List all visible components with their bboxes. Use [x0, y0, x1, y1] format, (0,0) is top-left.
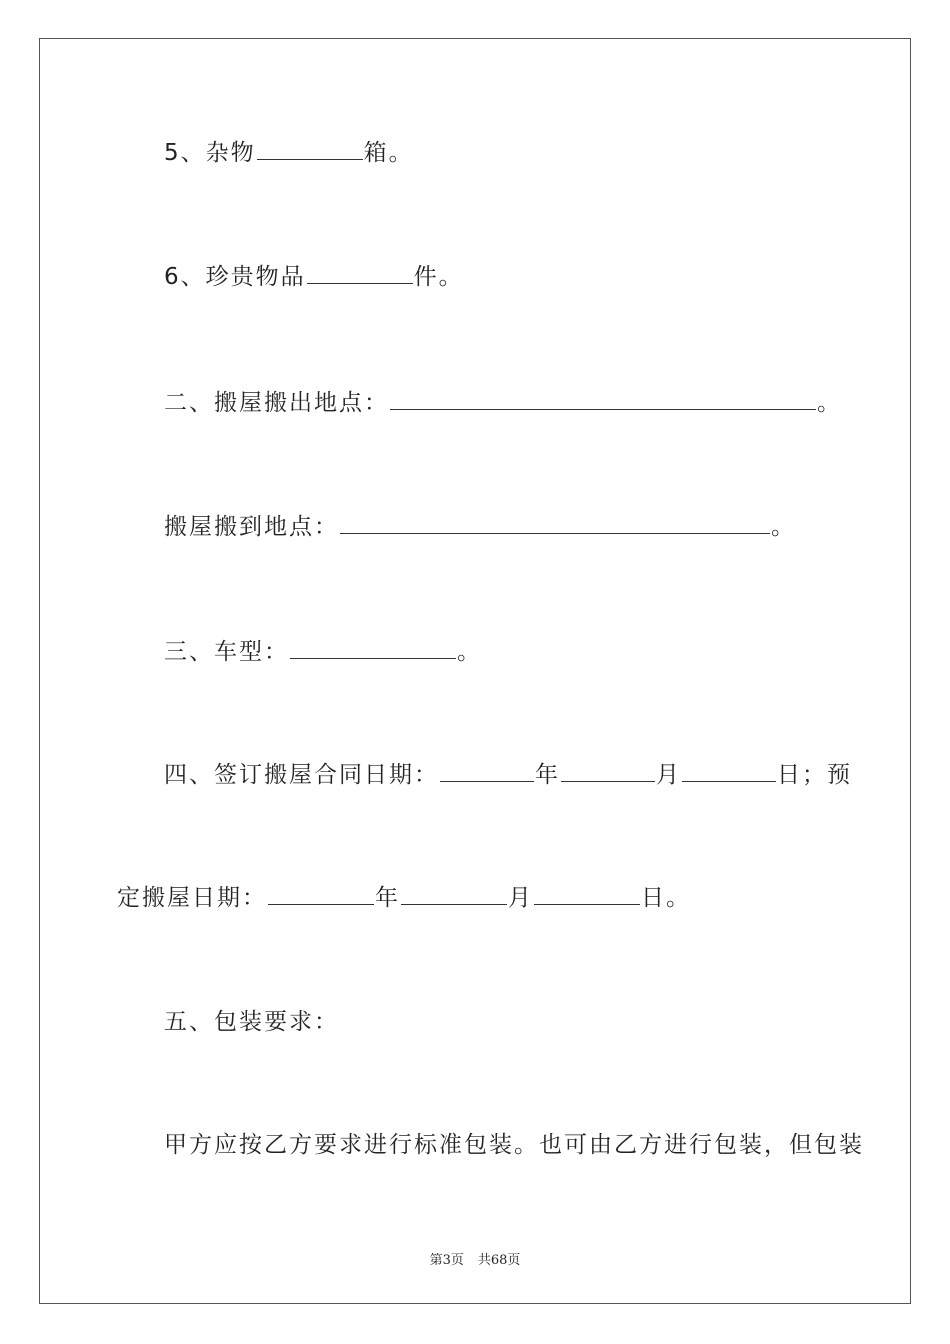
item-valuables-unit: 件。: [413, 264, 464, 290]
contract-date-label: 四、签订搬屋合同日期：: [164, 762, 439, 788]
moving-to-label: 搬屋搬到地点：: [164, 514, 339, 540]
item-valuables-label: 6、珍贵物品: [164, 264, 306, 290]
contract-date: [164, 759, 852, 790]
item-valuables: [164, 261, 464, 292]
scheduled-day-label: 日。: [641, 885, 691, 911]
moving-from-blank[interactable]: [390, 387, 816, 410]
scheduled-date-label: 定搬屋日期：: [117, 885, 267, 911]
contract-year-blank[interactable]: [440, 759, 534, 782]
contract-year-label: 年: [535, 762, 560, 788]
moving-to-address: [164, 511, 796, 542]
moving-to-end: 。: [771, 514, 796, 540]
item-sundries: [164, 137, 414, 168]
item-sundries-label: 5、杂物: [164, 140, 256, 166]
scheduled-day-blank[interactable]: [534, 882, 640, 905]
page-number: 第3页: [429, 1253, 464, 1268]
page-border: [39, 38, 911, 1304]
vehicle-type-label: 三、车型：: [164, 639, 289, 665]
contract-month-label: 月: [656, 762, 681, 788]
vehicle-type: [164, 636, 482, 667]
packing-paragraph: 甲方应按乙方要求进行标准包装。也可由乙方进行包装，但包装: [164, 1132, 864, 1158]
page-footer: [0, 1249, 950, 1268]
scheduled-month-blank[interactable]: [401, 882, 507, 905]
contract-day-blank[interactable]: [682, 759, 776, 782]
scheduled-year-label: 年: [375, 885, 400, 911]
scheduled-year-blank[interactable]: [268, 882, 374, 905]
moving-to-blank[interactable]: [340, 511, 770, 534]
sundries-count-blank[interactable]: [257, 137, 363, 160]
vehicle-type-end: 。: [457, 639, 482, 665]
page-total: 共68页: [477, 1253, 521, 1268]
vehicle-type-blank[interactable]: [290, 636, 456, 659]
valuables-count-blank[interactable]: [307, 261, 413, 284]
scheduled-date: [117, 882, 691, 913]
moving-from-label: 二、搬屋搬出地点：: [164, 390, 389, 416]
moving-from-end: 。: [817, 390, 842, 416]
scheduled-month-label: 月: [508, 885, 533, 911]
packing-heading: 五、包装要求：: [164, 1009, 339, 1035]
contract-month-blank[interactable]: [561, 759, 655, 782]
moving-from-address: [164, 387, 842, 418]
contract-day-label: 日；预: [777, 762, 852, 788]
item-sundries-unit: 箱。: [363, 140, 414, 166]
